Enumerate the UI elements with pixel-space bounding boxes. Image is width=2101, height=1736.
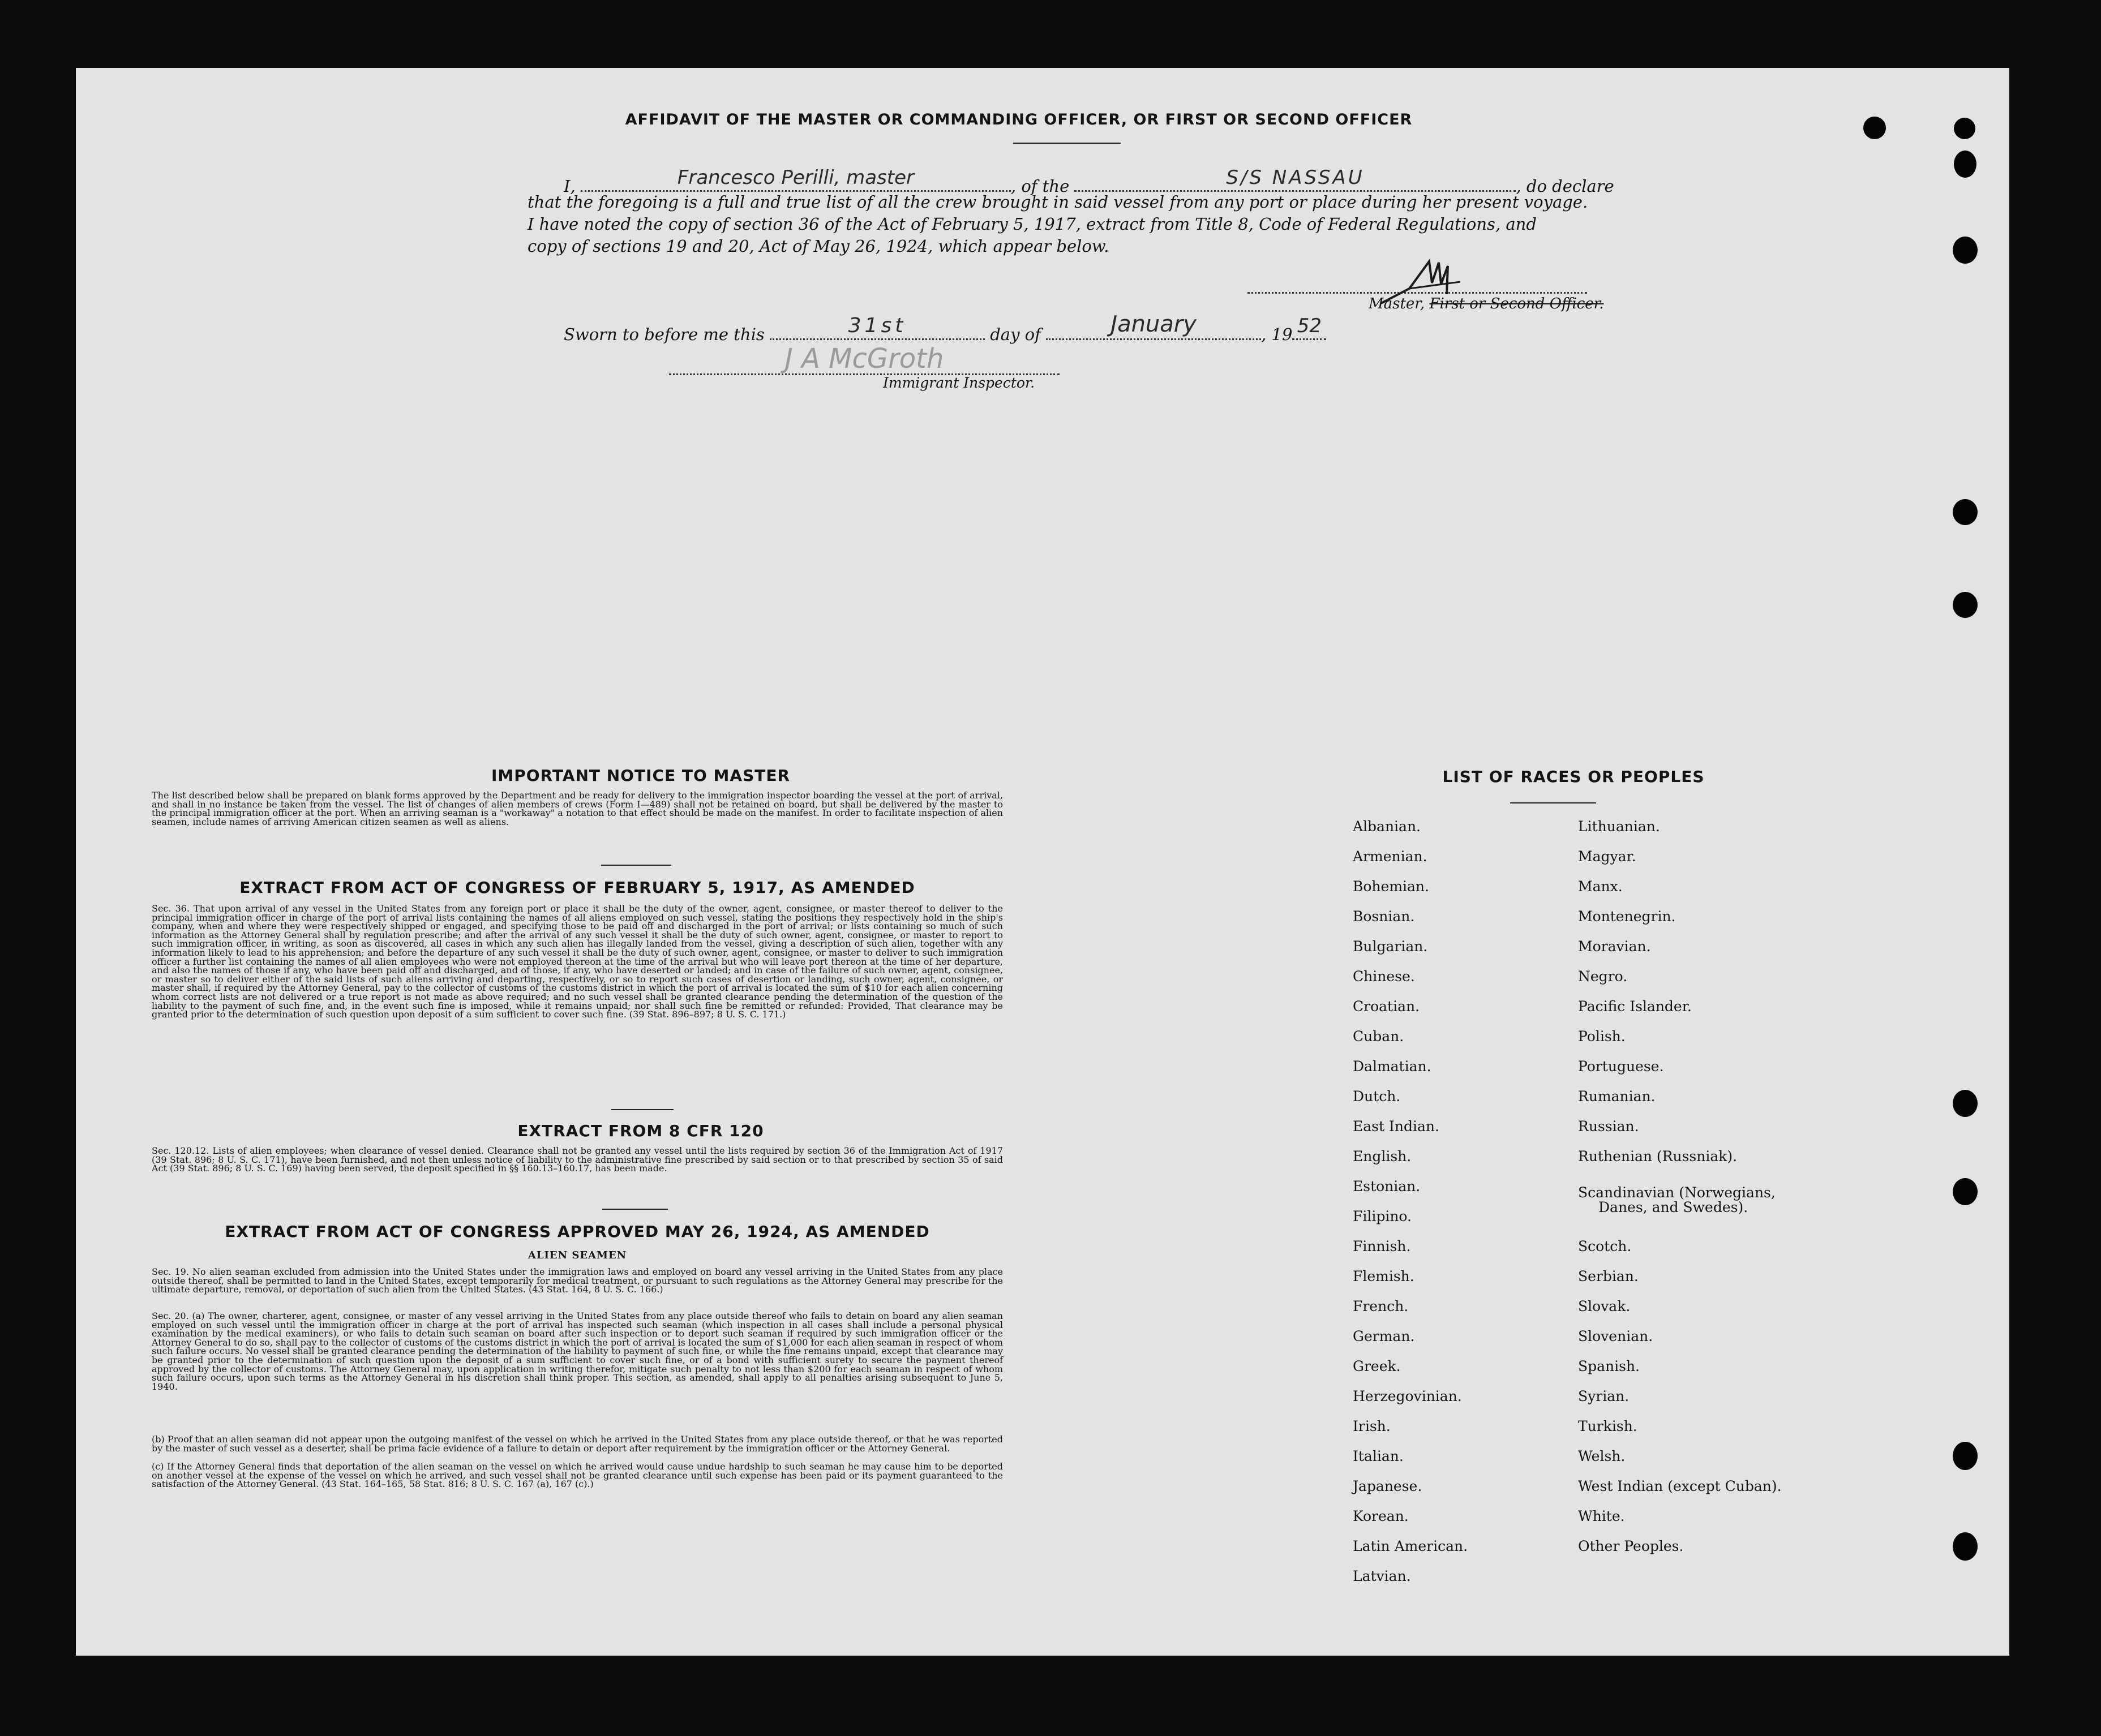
divider [1510,802,1596,803]
binder-hole [1954,151,1976,178]
race-item: Latvian. [1353,1568,1411,1584]
race-item: Cuban. [1353,1028,1404,1045]
master-label: Master, [1369,295,1425,312]
signature-caption [1369,295,1604,312]
race-item: Russian. [1578,1118,1639,1135]
handwritten-year: 52 [1297,315,1322,337]
extract-1917-body: Sec. 36. That upon arrival of any vessel in the United States from any foreign port or place it shall be the duty of the owner, agent, consignee, or master thereof to deliver to the principal immigration officer in charge of the port of arrival lists containing the names of all aliens employed on such vessel, stating the positions they respectively hold in the ship's company, when and where they were respectively shipped or engaged, and specifying those to be paid off and discharged in the port of arrival; or lists containing so much of such information as the Attorney General shall by regulation prescribe; and after the arrival of any such vessel it shall be the duty of such owner, agent, consignee, or master to report to such immigration officer, in writing, as soon as discovered, all cases in which any such alien has illegally landed from the vessel, giving a description of such alien, together with any information likely to lead to his apprehension; and before the departure of any such vessel it shall be the duty of such owner, agent, consignee, or master to deliver to such immigration officer a further list containing the names of all alien employees who were not employed thereon at the time of the arrival but who will leave port thereon at the time of her departure, and also the names of those if any, who have been paid off and discharged, and of those, if any, who have deserted or landed; and in case of the failure of such owner, agent, consignee, or master so to deliver either of the said lists of such aliens arriving and departing, respectively, or so to report such cases of desertion or landing, such owner, agent, consignee, or master shall, if required by the Attorney General, pay to the collector of customs of the customs district in which the port of arrival is located the sum of $10 for each alien concerning whom correct lists are not delivered or a true report is not made as above required; and no such vessel shall be granted clearance pending the determination of the question of the liability to the payment of such fine, and, in the event such fine is imposed, while it remains unpaid; nor shall such fine be remitted or refunded: Provided, That clearance may be granted prior to the determination of such question upon deposit of a sum sufficient to cover such fine. (39 Stat. 896–897; 8 U. S. C. 171.) [152,903,1003,1020]
race-item: Filipino. [1353,1208,1412,1224]
divider [601,865,671,866]
sworn-line [564,311,1326,344]
race-item: Polish. [1578,1028,1626,1045]
divider [1013,143,1121,144]
race-item: Albanian. [1353,818,1421,835]
race-item: West Indian (except Cuban). [1578,1478,1782,1494]
race-item: Lithuanian. [1578,818,1660,835]
sworn-prefix: Sworn to before me this [564,325,765,344]
day-blank [770,314,985,340]
divider [611,1109,674,1110]
handwritten-month: January [1110,311,1197,337]
officer-struck-label: First or Second Officer. [1429,295,1604,312]
race-item: Scotch. [1578,1238,1632,1254]
day-of-text: day of [990,325,1041,344]
binder-hole [1953,1442,1978,1470]
race-item: Serbian. [1578,1268,1639,1284]
race-item: Greek. [1353,1358,1401,1374]
binder-hole [1953,1532,1978,1561]
do-declare-text: , do declare [1516,177,1614,196]
race-item: Scandinavian (Norwegians, [1578,1184,1776,1201]
binder-hole [1954,118,1975,139]
race-item: Italian. [1353,1448,1404,1464]
race-item: East Indian. [1353,1118,1439,1135]
master-name-blank [581,166,1011,192]
notice-title: IMPORTANT NOTICE TO MASTER [491,766,791,785]
binder-hole [1953,499,1978,525]
alien-seamen-subtitle: ALIEN SEAMEN [528,1249,627,1261]
binder-hole [1863,117,1886,139]
race-item: Montenegrin. [1578,908,1676,925]
handwritten-inspector: J A McGroth [784,343,944,375]
race-item: Latin American. [1353,1538,1468,1554]
race-item: Syrian. [1578,1388,1630,1404]
race-item: Slovak. [1578,1298,1631,1314]
race-item: Bohemian. [1353,878,1429,895]
race-item: Spanish. [1578,1358,1640,1374]
race-item: Dutch. [1353,1088,1401,1105]
race-item: Pacific Islander. [1578,998,1692,1015]
race-item: Dalmatian. [1353,1058,1431,1075]
race-item: Moravian. [1578,938,1651,955]
race-item: Danes, and Swedes). [1598,1199,1748,1215]
race-item: Negro. [1578,968,1628,985]
notice-body: The list described below shall be prepared on blank forms approved by the Department and be ready for delivery to the immigration inspector boarding the vessel at the port of arrival, and shall in no instance be taken from the vessel. The list of changes of alien members of crews (Form I—489) shall not be retained on board, but shall be delivered by the master to the principal immigration officer at the port. When an arriving seaman is a "workaway" a notation to that effect should be made on the manifest. In order to facilitate inspection of alien seamen, include names of arriving American citizen seamen as well as aliens. [152,790,1003,827]
race-item: Manx. [1578,878,1623,895]
declare-prefix: I, [564,177,576,196]
races-right-column [1578,819,1816,1554]
race-item: Ruthenian (Russniak). [1578,1148,1738,1165]
handwritten-vessel-name: S/S NASSAU [1226,166,1365,189]
extract-1924-title: EXTRACT FROM ACT OF CONGRESS APPROVED MAY 26, 1924, AS AMENDED [225,1222,930,1241]
binder-hole [1953,1178,1978,1205]
inspector-label: Immigrant Inspector. [883,375,1035,391]
race-item: English. [1353,1148,1412,1165]
race-item: Irish. [1353,1418,1391,1434]
year-blank [1292,317,1326,340]
race-item: Bulgarian. [1353,938,1428,955]
handwritten-day: 31st [848,314,907,337]
affidavit-line-4: copy of sections 19 and 20, Act of May 26, 1924, which appear below. [528,237,1109,256]
binder-hole [1953,1090,1978,1117]
race-item: Slovenian. [1578,1328,1653,1344]
race-item: Finnish. [1353,1238,1411,1254]
affidavit-title: AFFIDAVIT OF THE MASTER OR COMMANDING OFFICER, OR FIRST OR SECOND OFFICER [625,111,1413,128]
extract-1924-sec19: Sec. 19. No alien seaman excluded from admission into the United States under the immigration laws and employed on board any vessel arriving in the United States from any place outside thereof, shall be permitted to land in the United States, except temporarily for medical treatment, or pursuant to such regulations as the Attorney General may prescribe for the ultimate departure, removal, or deportation of such alien from the United States. (43 Stat. 164, 8 U. S. C. 166.) [152,1266,1003,1295]
cfr-body: Sec. 120.12. Lists of alien employees; when clearance of vessel denied. Clearance shall not be granted any vessel until the lists required by section 36 of the Immigration Act of 1917 (39 Stat. 896; 8 U. S. C. 171), have been furnished, and not then unless notice of liability to the administrative fine prescribed by said section or to that prescribed by section 35 of said Act (39 Stat. 896; 8 U. S. C. 169) having been served, the deposit specified in §§ 160.13–160.17, has been made. [152,1145,1003,1174]
race-item: Welsh. [1578,1448,1626,1464]
binder-hole [1953,237,1978,264]
cfr-title: EXTRACT FROM 8 CFR 120 [517,1121,764,1140]
race-item: Croatian. [1353,998,1420,1015]
affidavit-line-2: that the foregoing is a full and true list of all the crew brought in said vessel from any port or place during her present voyage. [528,192,1588,212]
handwritten-master-name: Francesco Perilli, master [677,166,915,189]
vessel-name-blank [1074,166,1516,192]
race-item: German. [1353,1328,1415,1344]
extract-1924-sec20a: Sec. 20. (a) The owner, charterer, agent, consignee, or master of any vessel arriving in the United States from any place outside thereof who fails to detain on board any alien seaman employed on such vessel until the immigration officer in charge at the port of arrival has inspected such seaman (which inspection in all cases shall include a personal physical examination by the medical examiners), or who fails to detain such seaman on board after such inspection or to deport such seaman if required by such immigration officer or the Attorney General to do so, shall pay to the collector of customs of the customs district in which the port of arrival is located the sum of $1,000 for each alien seaman in respect of whom such failure occurs. No vessel shall be granted clearance pending the determination of the liability to payment of such fine, or while the fine remains unpaid, except that clearance may be granted prior to the determination of such question upon the deposit of a sum sufficient to cover such fine, or of a bond with sufficient surety to secure the payment thereof approved by the collector of customs. The Attorney General may, upon application in writing therefor, mitigate such penalty to not less than $200 for each seaman in respect of whom such failure occurs, upon such terms as the Attorney General in his discretion shall think proper. This section, as amended, shall apply to all penalties arising subsequent to June 5, 1940. [152,1310,1003,1392]
race-item: Korean. [1353,1508,1409,1524]
race-item: Portuguese. [1578,1058,1664,1075]
extract-1924-sec20c: (c) If the Attorney General finds that deportation of the alien seaman on the vessel on which he arrived would cause undue hardship to such seaman he may cause him to be deported on another vessel at the expense of the vessel on which he arrived, and such vessel shall not be granted clearance until such expense has been paid or its payment guaranteed to the satisfaction of the Attorney General. (43 Stat. 164–165, 58 Stat. 816; 8 U. S. C. 167 (a), 167 (c).) [152,1461,1003,1490]
race-item: Rumanian. [1578,1088,1656,1105]
divider [602,1209,668,1210]
race-item: Flemish. [1353,1268,1414,1284]
month-blank [1046,311,1261,340]
race-item: Turkish. [1578,1418,1637,1434]
races-title: LIST OF RACES OR PEOPLES [1442,767,1705,786]
of-the-text: , of the [1010,177,1070,196]
binder-hole [1953,592,1978,618]
extract-1924-sec20b: (b) Proof that an alien seaman did not appear upon the outgoing manifest of the vessel on which he arrived in the United States from any place outside thereof, or that he was reported by the master of such vessel as a deserter, shall be prima facie evidence of a failure to detain or deport after requirement by the immigration officer or the Attorney General. [152,1434,1003,1454]
race-item: Estonian. [1353,1178,1421,1194]
race-item: Armenian. [1353,848,1427,865]
race-item: Other Peoples. [1578,1538,1684,1554]
races-left-column [1353,819,1557,1600]
extract-1917-title: EXTRACT FROM ACT OF CONGRESS OF FEBRUARY 5, 1917, AS AMENDED [239,878,915,897]
race-item: White. [1578,1508,1625,1524]
race-item: Bosnian. [1353,908,1415,925]
race-item: Magyar. [1578,848,1636,865]
race-item: Herzegovinian. [1353,1388,1462,1404]
race-item: Chinese. [1353,968,1415,985]
race-item: French. [1353,1298,1409,1314]
year-prefix: , 19 [1261,325,1293,344]
affidavit-line-3: I have noted the copy of section 36 of the Act of February 5, 1917, extract from Title 8, Code of Federal Regulations, and [528,214,1537,234]
race-item: Japanese. [1353,1478,1422,1494]
